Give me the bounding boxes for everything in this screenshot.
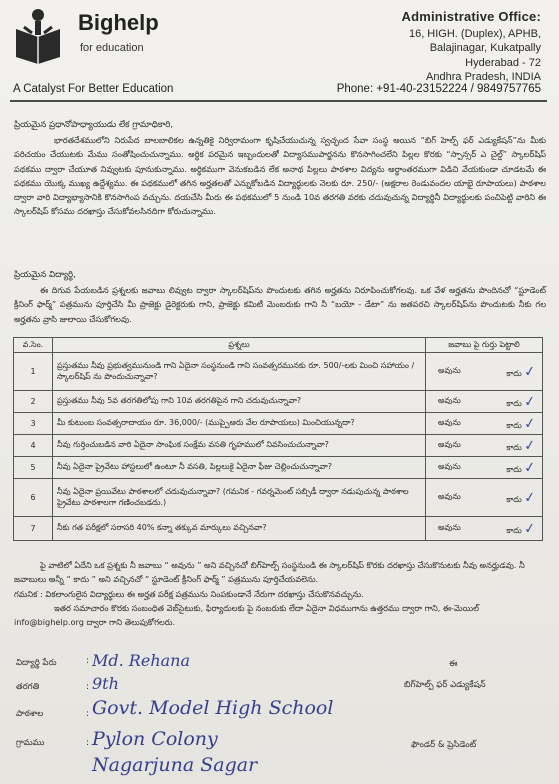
row-number: 6 [14,479,53,517]
school-value[interactable]: Govt. Model High School [92,697,334,719]
class-label: తరగతి [16,682,40,692]
table-row [14,479,543,517]
check-mark-icon: ✓ [523,436,538,455]
row-number: 5 [14,457,53,479]
answer-yes[interactable]: అవును [438,462,461,471]
row-number: 4 [14,435,53,457]
question-text: నీవు ఏదైనా ప్రయివేటు పాఠశాలలో చదువుచున్నావా? (గమనిక - గవర్నమెంట్ సబ్సిడీ ద్వారా నడుపుచున్న పాఠశాల ప్రైవేటు పాఠశాలగా గణించబడదు.) [53,479,426,517]
column-header-questions: ప్రశ్నలు [53,338,426,353]
eligibility-note: పై వాటిలో ఏదేని ఒక ప్రశ్నకు నీ జవాబు “ అవును ” అని వచ్చినచో బిగ్‌హెల్ప్ సంస్థనుండి ఈ స్కాలర్‌షిప్ కొరకు దరఖాస్తు చేసుకొనుటకు నీవు అనర్హుడవు. నీ జవాబులు అన్నీ “ కాదు ” అని వచ్చినచో “ స్టూడెంట్ క్రీనింగ్ ఫార్మ్ ” పత్రమును పూర్తిచేయవలెను. [14,560,525,585]
answer-cell [426,353,543,391]
village-value-line2[interactable]: Nagarjuna Sagar [92,754,258,776]
answer-cell [426,391,543,413]
table-row [14,353,543,391]
header-divider [10,100,547,102]
question-text: మీ కుటుంబ సంవత్సరాదాయం రూ. 36,000/- (ముప్పైఆరు వేల రూపాయలు) మించియున్నదా? [53,413,426,435]
row-number: 3 [14,413,53,435]
answer-yes[interactable]: అవును [438,523,461,532]
eligibility-table [13,337,543,541]
table-row [14,435,543,457]
intro-paragraph: భారతదేశములోని నిరుపేద బాలబాలికల ఉన్నతికై నిర్విరామంగా కృషిచేయుచున్న స్వచ్ఛంద సేవా సంస్థ అయిన “బిగ్ హెల్ప్ ఫర్ ఎడ్యుకేషన్”ను మీకు పరిచయం చేయుటకు మేము సంతోషించుచున్నాము. అర్థిక పరమైన ఇబ్బందులతో విద్యాసముపార్జనను కొనసాగించలేని పిల్లల కొరకు “స్పాన్సర్ ఎ చైల్డ్” స్కాలర్‌షిప్ పథకము ద్వారా చేయూత నివ్వుటకు పూనుకున్నాము. అర్థికముగా వెనుకబడిన లేక అనాథ పిల్లలు పాఠశాల విద్యను అర్థాంతరముగా విడిచి వేయకుండా చూడటమే ఈ పథకము యొక్క ముఖ్య ఉద్దేశ్యము. ఈ పథకములో తగిన అర్హతలతో ఎన్నుకోబడిన విద్యార్థులకు నెలకు రూ. 250/- (అక్షరాల రెండువందల యాభై రూపాయలు) పాఠశాల ద్వారా వారి విద్యాభ్యాసానికి కొనసాగింప వచ్చును. దయచేసి మీరు ఈ పథకములో 5 నుండి 10వ తరగతి వరకు చదువుచున్న విద్యార్థినీ విద్యార్థులకు పంచిపెట్టి వారిని ఈ స్కాలర్‌షిప్ కోసము దరఖాస్తు చేసుకోవలసినదిగా కోరుచున్నాము. [14,135,546,217]
table-row [14,517,543,541]
office-title: Administrative Office: [401,9,541,24]
disability-note: గమనిక : వికలాంగులైన విద్యార్థులు ఈ అర్హత పరీక్ష పత్రమును నింపకుండానే నేరుగా దరఖాస్తు చేసుకొనవచ్చును. [14,588,364,599]
question-text: ప్రస్తుతము నీవు 5వ తరగతిలోపు గాని 10వ తరగతిపైన గాని చదువుచున్నావా? [53,391,426,413]
brand-subtitle: for education [80,42,144,54]
notes-block [14,558,546,629]
founder-president-title: ఫౌండర్ & ప్రెసిడెంట్ [411,740,477,750]
school-label: పాఠశాల [16,709,44,719]
answer-cell [426,479,543,517]
answer-cell [426,517,543,541]
letter-page: Bighelp for education A Catalyst For Better Education Administrative Office: 16, HIGH. (Duplex), APHB, Balajinagar, Kukatpally Hyderabad - 72 Andhra Pradesh, INDIA Phone: +91-40-23152224 / 9849757765 ప్రియమైన ప్రధానోపాధ్యాయుడు లేక గ్రామాధికారి, భారతదేశములోని నిరుపేద బాలబాలికల ఉన్నతికై నిర్విరామంగా కృషిచేయుచున్న స్వచ్ఛంద సేవా సంస్థ అయిన “బిగ్ హెల్ప్ ఫర్ ఎడ్యుకేషన్”ను మీకు పరిచయం చేయుటకు మేము సంతోషించుచున్నాము. అర్థిక పరమైన ఇబ్బందులతో విద్యాసముపార్జనను కొనసాగించలేని పిల్లల కొరకు “స్పాన్సర్ ఎ చైల్డ్” స్కాలర్‌షిప్ పథకము ద్వారా చేయూత నివ్వుటకు పూనుకున్నాము. అర్థికముగా వెనుకబడిన లేక అనాథ పిల్లలు పాఠశాల విద్యను అర్థాంతరముగా విడిచి వేయకుండా చూడటమే ఈ పథకము యొక్క ముఖ్య ఉద్దేశ్యము. ఈ పథకములో తగిన అర్హతలతో ఎన్నుకోబడిన విద్యార్థులకు నెలకు రూ. 250/- (అక్షరాల రెండువందల యాభై రూపాయలు) పాఠశాల ద్వారా వారి విద్యాభ్యాసానికి కొనసాగింప వచ్చును. దయచేసి మీరు ఈ పథకములో 5 నుండి 10వ తరగతి వరకు చదువుచున్న విద్యార్థినీ విద్యార్థులకు పంచిపెట్టి వారిని ఈ స్కాలర్‌షిప్ కోసము దరఖాస్తు చేసుకోవలసినదిగా కోరుచున్నాము. ప్రియమైన విద్యార్థి, ఈ దిగువ పేయబడిన ప్రశ్నలకు జవాబు లివ్వుట ద్వారా స్కాలర్‌షిప్‌ను పొందుటకు తగిన అర్హతను నిరూపించుకోగలవు. ఒక వేళ అర్హతను పొందినచో “స్టూడెంట్ క్రీనింగ్ ఫార్మ్” పత్రమును పూర్తిచేసి మీ ప్రాజెక్టు డైరెక్టరుకు గాని, ప్రాజెక్టు కమిటీ మెంబరుకు గాని నీ “బయో - డేటా” ను జతపరచి స్కాలర్‌షిప్‌ను పొందుటకు నీకు గల అర్హతను వ్రాసి జులాయి చేసుకోగలవు. వ.సెం. ప్రశ్నలు జవాబు పై గుర్తు పెట్టాలి 1 ప్రస్తుతము నీవు ప్రభుత్వమునుండి గాని ఏదైనా సంస్థనుండి గాని సంవత్సరమునకు రూ. 500/-లకు మించి సహాయం / స్కాలర్‌షిప్ ను పొందుచున్నావా? అవును కాదు ✓ 2 ప్రస్తుతము నీవు 5వ తరగతిలోపు గాని 10వ తరగతిపైన గాని చదువుచున్నావా? అవును కాదు ✓ 3 మీ కుటుంబ సంవత్సరాదాయం రూ. 36,000/- (ముప్పైఆరు వేల రూపాయలు) మించియున్నదా? అవును కాదు ✓ 4 నీవు గుర్తించుబడిన వారి ఏదైనా సాంఘిక సంక్షేమ వసతి గృహములో నివసించుచున్నావా? అవును కాదు ✓ 5 నీవు ఏదైనా ప్రైవేటు హాస్టలులో ఉంటూ నీ వసతి, పిల్లలుకై ఏదైనా ఫీజు చెల్లించుచున్నావా? అవును కాదు ✓ 6 నీవు ఏదైనా ప్రయివేటు పాఠశాలలో చదువుచున్నావా? (గమనిక - గవర్నమెంట్ సబ్సిడీ ద్వారా నడుపుచున్న పాఠశాల ప్రైవేటు పాఠశాలగా గణించబడదు.) అవును కాదు ✓ 7 నీకు గత పరీక్షలో సరాసరి 40% కన్నా తక్కువ మార్కులు వచ్చినవా? అవును కాదు ✓ పై వాటిలో ఏదేని ఒక ప్రశ్నకు నీ జవాబు “ అవును ” అని వచ్చినచో బిగ్‌హెల్ప్ సంస్థనుండి ఈ స్కాలర్‌షిప్ కొరకు దరఖాస్తు చేసుకొనుటకు నీవు అనర్హుడవు. నీ జవాబులు అన్నీ “ కాదు ” అని వచ్చినచో “ స్టూడెంట్ క్రీనింగ్ ఫార్మ్ ” పత్రమును పూర్తిచేయవలెను. గమనిక : వికలాంగులైన విద్యార్థులు ఈ అర్హత పరీక్ష పత్రమును నింపకుండానే నేరుగా దరఖాస్తు చేసుకొనవచ్చును. ఇతర సమాచారం కొరకు సంబంధిత వెబ్‌సైటుకు, ఫిర్యాదులకు పై నంబరుకు లేదా ఏదైనా విధముగాను ఉత్తరము ద్వారా గాని, ఈ-మెయిల్ info@bighelp.org ద్వారా గాని తెలుపుకోగలరు. విద్యార్థి పేరు : Md. Rehana తరగతి : 9th పాఠశాల : Govt. Model High School గ్రామము : Pylon Colony Nagarjuna Sagar ఈ బిగ్‌హెల్ప్ ఫర్ ఎడ్యుకేషన్ ఫౌండర్ & ప్రెసిడెంట్ [0,0,559,784]
check-mark-icon: ✓ [523,458,538,477]
address-line: Hyderabad - 72 [465,56,541,69]
office-address [402,10,542,85]
question-text: నీకు గత పరీక్షలో సరాసరి 40% కన్నా తక్కువ మార్కులు వచ్చినవా? [53,517,426,541]
bighelp-logo-icon [10,7,66,65]
answer-yes[interactable]: అవును [438,418,461,427]
village-label: గ్రామము [16,738,45,748]
answer-no[interactable]: కాదు ✓ [506,458,538,477]
answer-cell [426,457,543,479]
village-value[interactable]: Pylon Colony [92,728,218,750]
address-line: Andhra Pradesh, INDIA [426,71,541,83]
answer-no[interactable]: కాదు ✓ [506,519,538,538]
brand-name: Bighelp [78,10,159,35]
check-mark-icon: ✓ [523,519,538,538]
student-name-value[interactable]: Md. Rehana [92,651,190,670]
check-mark-icon: ✓ [523,362,538,381]
column-header-answer: జవాబు పై గుర్తు పెట్టాలి [426,338,543,353]
contact-note: ఇతర సమాచారం కొరకు సంబంధిత వెబ్‌సైటుకు, ఫిర్యాదులకు పై నంబరుకు లేదా ఏదైనా విధముగాను ఉత్తరము ద్వారా గాని, ఈ-మెయిల్ info@bighelp.org ద్వారా గాని తెలుపుకోగలరు. [14,602,479,628]
tagline: A Catalyst For Better Education [13,83,174,95]
organization-signature: బిగ్‌హెల్ప్ ఫర్ ఎడ్యుకేషన్ [404,680,486,690]
table-row [14,413,543,435]
salutation-student: ప్రియమైన విద్యార్థి, [14,270,76,280]
salutation-headmaster: ప్రియమైన ప్రధానోపాధ్యాయుడు లేక గ్రామాధికారి, [14,120,174,130]
answer-yes[interactable]: అవును [438,366,461,375]
question-text: ప్రస్తుతము నీవు ప్రభుత్వమునుండి గాని ఏదైనా సంస్థనుండి గాని సంవత్సరమునకు రూ. 500/-లకు మించి సహాయం / స్కాలర్‌షిప్ ను పొందుచున్నావా? [53,353,426,391]
row-number: 7 [14,517,53,541]
table-row [14,457,543,479]
check-mark-icon: ✓ [523,392,538,411]
answer-yes[interactable]: అవును [438,440,461,449]
check-mark-icon: ✓ [523,488,538,507]
instruction-paragraph: ఈ దిగువ పేయబడిన ప్రశ్నలకు జవాబు లివ్వుట ద్వారా స్కాలర్‌షిప్‌ను పొందుటకు తగిన అర్హతను నిరూపించుకోగలవు. ఒక వేళ అర్హతను పొందినచో “స్టూడెంట్ క్రీనింగ్ ఫార్మ్” పత్రమును పూర్తిచేసి మీ ప్రాజెక్టు డైరెక్టరుకు గాని, ప్రాజెక్టు కమిటీ మెంబరుకు గాని నీ “బయో - డేటా” ను జతపరచి స్కాలర్‌షిప్‌ను పొందుటకు నీకు గల అర్హతను వ్రాసి జులాయి చేసుకోగలవు. [14,285,546,324]
class-value[interactable]: 9th [92,674,119,693]
answer-no[interactable]: కాదు ✓ [506,392,538,411]
answer-no[interactable]: కాదు ✓ [506,414,538,433]
table-header-row [14,338,543,353]
address-line: Balajinagar, Kukatpally [429,42,541,54]
answer-yes[interactable]: అవును [438,492,461,501]
answer-no[interactable]: కాదు ✓ [506,362,538,381]
answer-cell [426,413,543,435]
signature-prefix: ఈ [449,659,458,669]
answer-yes[interactable]: అవును [438,396,461,405]
student-name-label: విద్యార్థి పేరు [16,658,57,668]
address-line: 16, HIGH. (Duplex), APHB, [408,27,541,40]
row-number: 1 [14,353,53,391]
answer-no[interactable]: కాదు ✓ [506,436,538,455]
check-mark-icon: ✓ [523,414,538,433]
phone-number: Phone: +91-40-23152224 / 9849757765 [336,83,541,95]
answer-no[interactable]: కాదు ✓ [506,488,538,507]
answer-cell [426,435,543,457]
table-row [14,391,543,413]
column-header-number: వ.సెం. [14,338,53,353]
question-text: నీవు ఏదైనా ప్రైవేటు హాస్టలులో ఉంటూ నీ వసతి, పిల్లలుకై ఏదైనా ఫీజు చెల్లించుచున్నావా? [53,457,426,479]
row-number: 2 [14,391,53,413]
question-text: నీవు గుర్తించుబడిన వారి ఏదైనా సాంఘిక సంక్షేమ వసతి గృహములో నివసించుచున్నావా? [53,435,426,457]
